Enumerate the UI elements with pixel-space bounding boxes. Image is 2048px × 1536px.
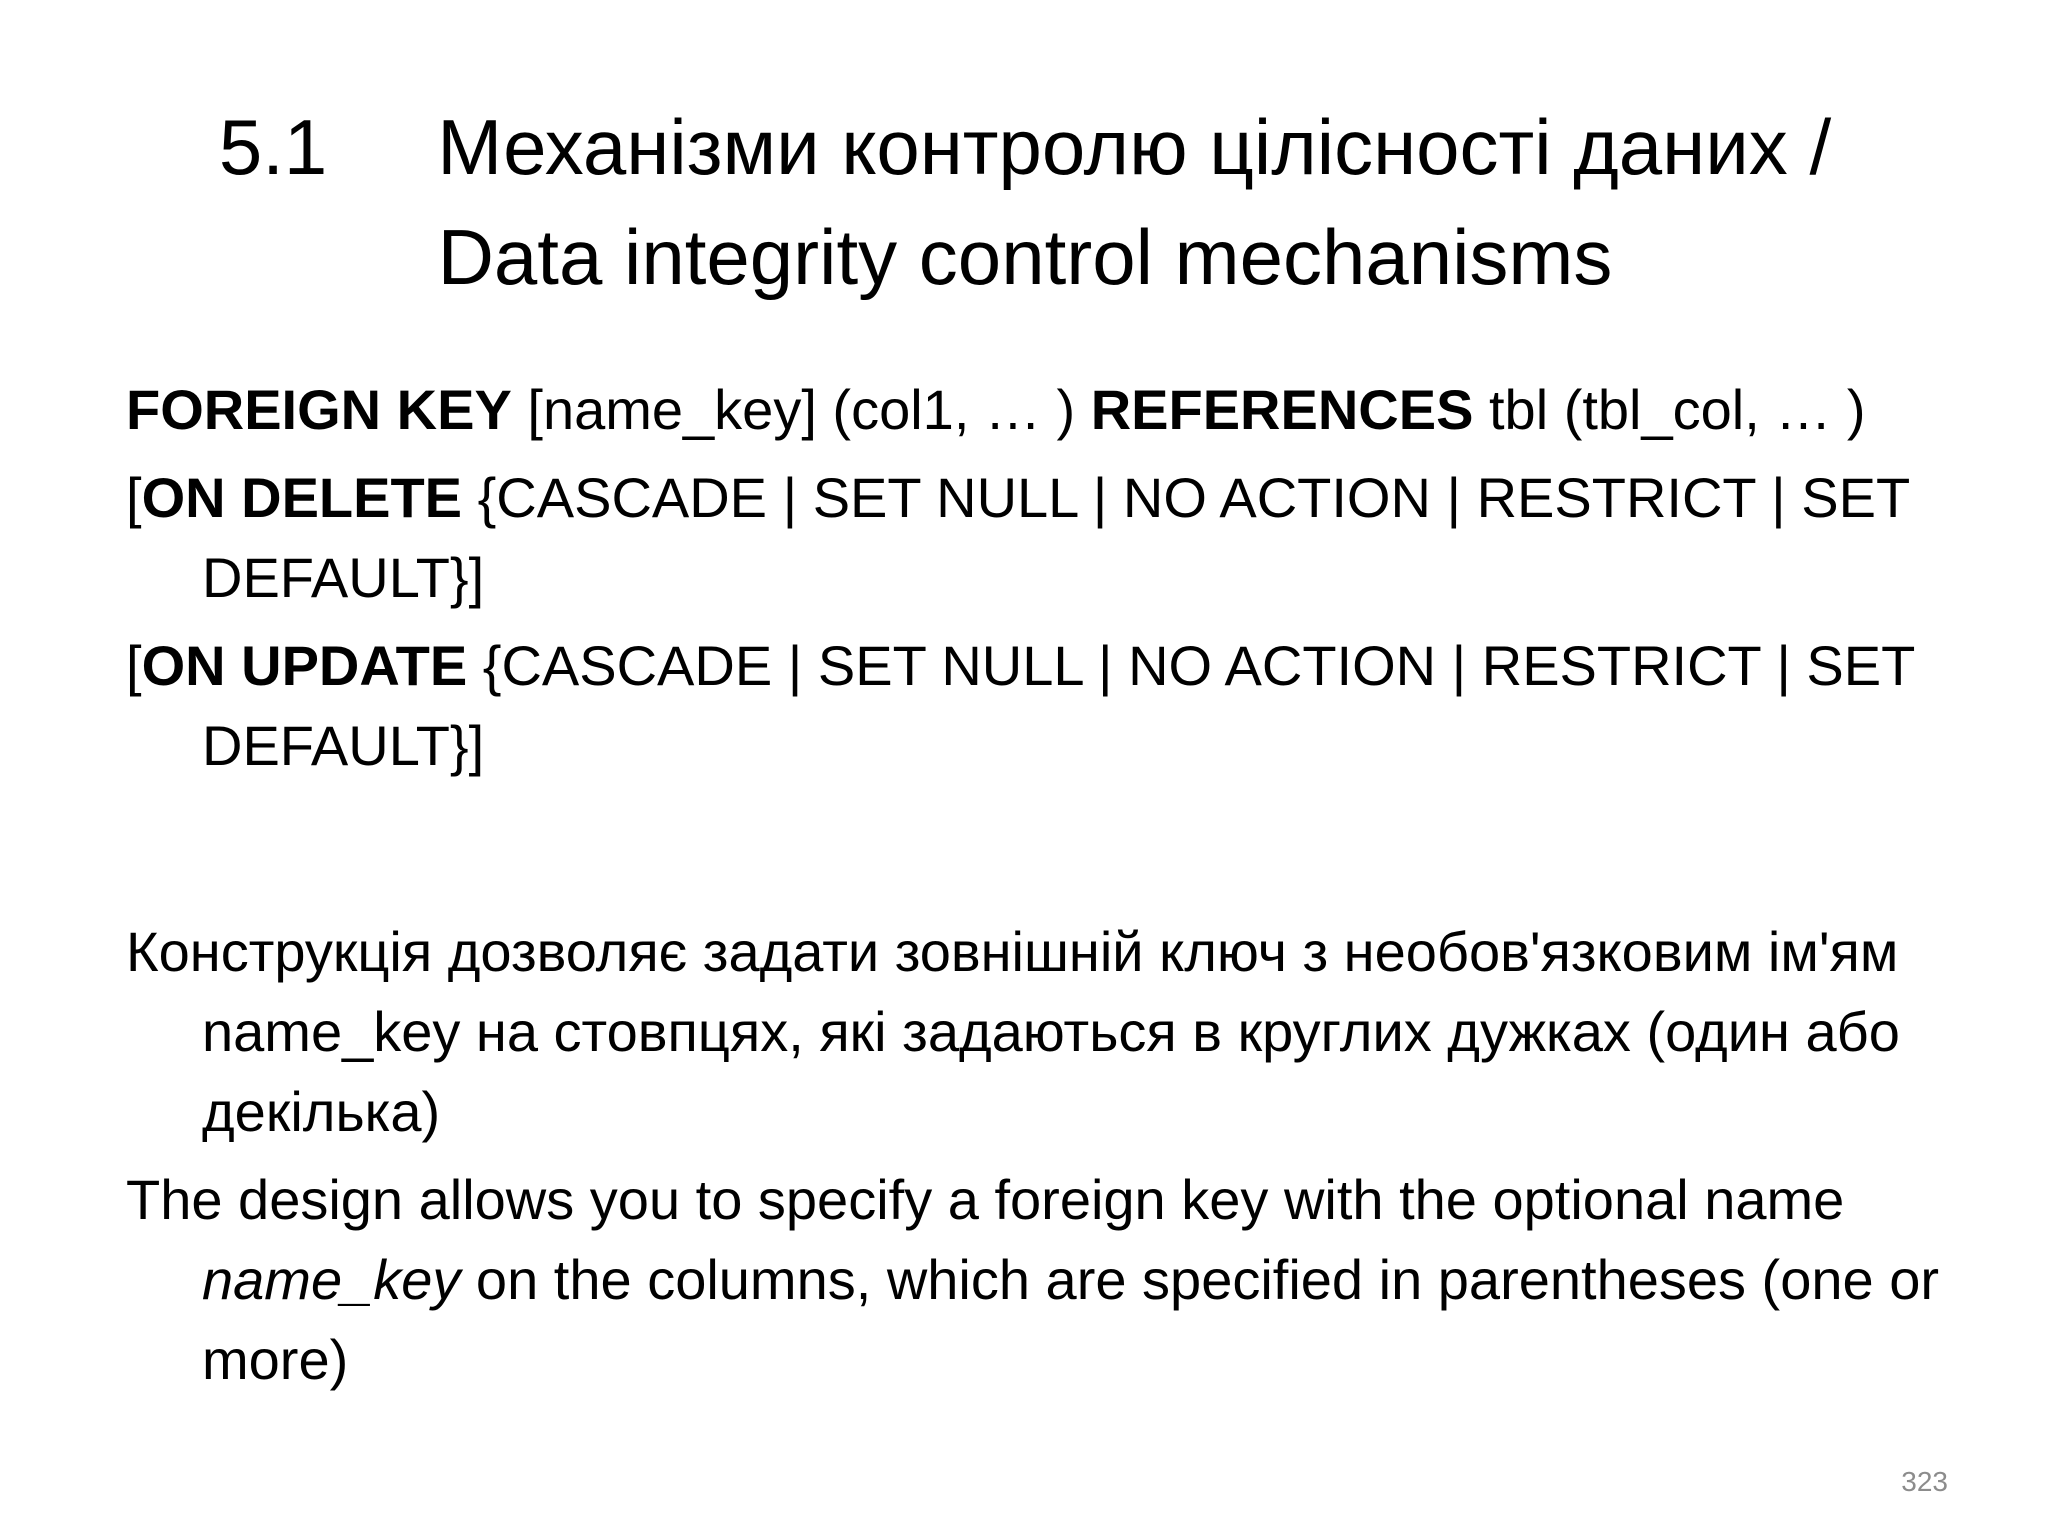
on-update-bracket: [ bbox=[126, 634, 142, 697]
foreign-key-args: [name_key] (col1, … ) bbox=[511, 378, 1091, 441]
foreign-key-syntax bbox=[126, 370, 1976, 450]
on-delete-options: {CASCADE | SET NULL | NO ACTION | RESTRICT | SET DEFAULT}] bbox=[202, 466, 1910, 609]
on-update-clause bbox=[126, 626, 1976, 786]
description-en-before: The design allows you to specify a foreign key with the optional name bbox=[126, 1168, 1845, 1231]
description-en-name-key: name_key bbox=[202, 1248, 461, 1311]
on-delete-bracket: [ bbox=[126, 466, 142, 529]
on-update-keyword: ON UPDATE bbox=[141, 634, 468, 697]
description-uk: Конструкція дозволяє задати зовнішній ключ з необов'язковим ім'ям name_key на стовпцях, які задаються в круглих дужках (один або декілька) bbox=[126, 920, 1900, 1143]
title-line-en: Data integrity control mechanisms bbox=[437, 213, 1613, 301]
references-keyword: REFERENCES bbox=[1090, 378, 1474, 441]
description-en-after: on the columns, which are specified in parentheses (one or more) bbox=[202, 1248, 1939, 1391]
on-update-options: {CASCADE | SET NULL | NO ACTION | RESTRICT | SET DEFAULT}] bbox=[202, 634, 1915, 777]
references-args: tbl (tbl_col, … ) bbox=[1473, 378, 1866, 441]
on-delete-keyword: ON DELETE bbox=[141, 466, 463, 529]
foreign-key-keyword: FOREIGN KEY bbox=[126, 378, 512, 441]
page-number: 323 bbox=[1901, 1466, 1948, 1497]
spacer bbox=[126, 794, 1976, 912]
on-delete-clause bbox=[126, 458, 1976, 618]
section-number: 5.1 bbox=[218, 103, 328, 191]
slide-body bbox=[126, 370, 1976, 1408]
title-line-uk: Механізми контролю цілісності даних / bbox=[437, 103, 1832, 191]
description-en bbox=[126, 1160, 1976, 1400]
slide-title bbox=[120, 92, 1930, 312]
